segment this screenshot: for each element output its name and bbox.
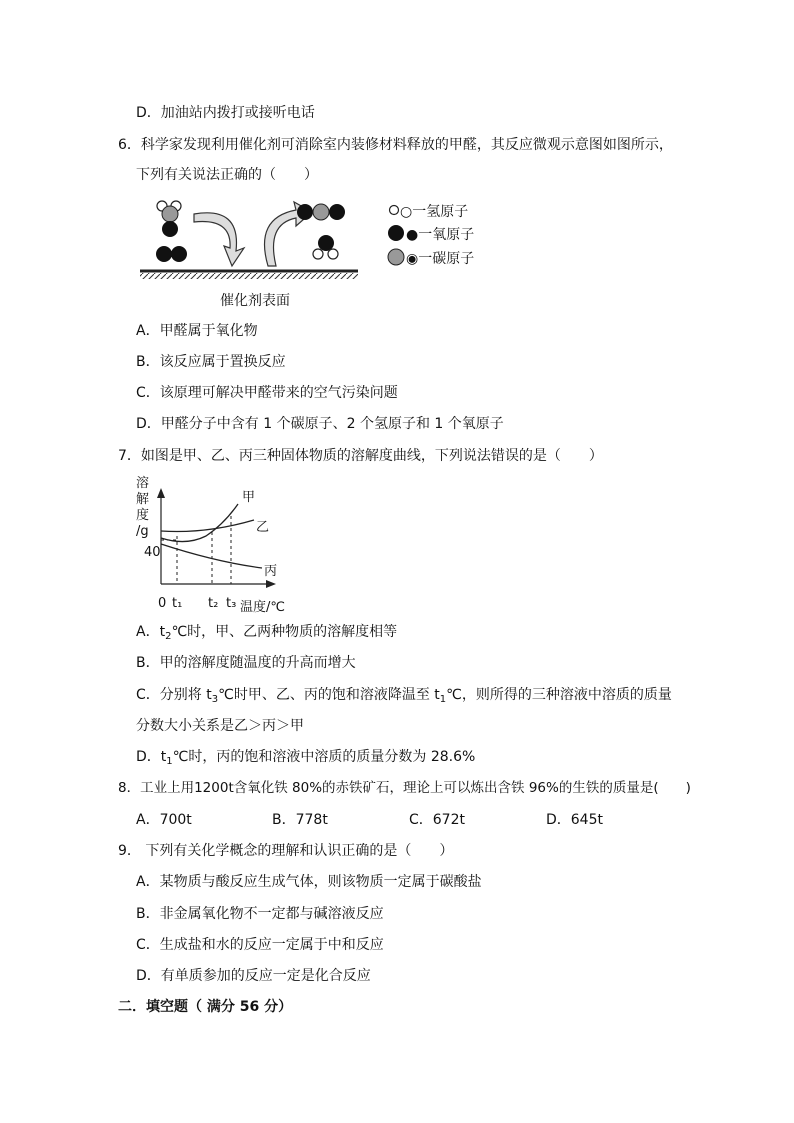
q8-option-c: C．672t <box>409 812 465 828</box>
series-label-bing: 丙 <box>264 564 278 579</box>
x-axis-label: 温度/℃ <box>240 600 285 615</box>
carbon-dioxide-molecule <box>297 204 345 220</box>
q8-option-b: B．778t <box>272 812 328 828</box>
y-axis-arrow <box>157 488 165 498</box>
surface-label: 催化剂表面 <box>220 293 290 309</box>
q6-reaction-figure <box>136 196 476 311</box>
x-tick-t1: t₁ <box>172 596 183 611</box>
q7-option-b: B．甲的溶解度随温度的升高而增大 <box>136 655 356 671</box>
q7-option-c-line2: 分数大小关系是乙＞丙＞甲 <box>136 718 304 734</box>
q9-stem: 9． 下列有关化学概念的理解和认识正确的是（ ） <box>118 843 454 859</box>
y-axis-label: 溶 解 度 /g <box>136 476 150 539</box>
q6-option-d: D．甲醛分子中含有 1 个碳原子、2 个氢原子和 1 个氧原子 <box>136 416 504 432</box>
q7-stem: 7．如图是甲、乙、丙三种固体物质的溶解度曲线，下列说法错误的是（ ） <box>118 448 603 464</box>
legend-carbon: ◉一碳原子 <box>406 251 475 267</box>
q6-option-b: B．该反应属于置换反应 <box>136 354 286 370</box>
q8-stem: 8．工业上用1200t含氧化铁 80%的赤铁矿石，理论上可以炼出含铁 96%的生铁的质量是( ) <box>118 780 691 796</box>
q7-option-c-line1: C．分别将 $t_3℃$时甲、乙、丙的饱和溶液降温至 $t_1℃$，则所得的三种溶液中溶质的质量 <box>136 687 672 705</box>
section-2-title: 二．填空题（ 满分 56 分） <box>118 999 293 1015</box>
water-molecule <box>313 235 338 259</box>
q5-option-d: D．加油站内拨打或接听电话 <box>136 105 315 121</box>
series-label-jia: 甲 <box>242 490 256 505</box>
arrow-down-icon <box>194 213 244 266</box>
q6-option-a: A．甲醛属于氧化物 <box>136 323 258 339</box>
q8-option-d: D．645t <box>546 812 603 828</box>
q6-option-c: C．该原理可解决甲醛带来的空气污染问题 <box>136 385 398 401</box>
q6-stem-line2: 下列有关说法正确的（ ） <box>136 167 318 183</box>
q9-option-a: A．某物质与酸反应生成气体，则该物质一定属于碳酸盐 <box>136 874 482 890</box>
q9-option-d: D．有单质参加的反应一定是化合反应 <box>136 968 371 984</box>
legend-hydrogen: ○一氢原子 <box>400 204 469 220</box>
q9-option-c: C．生成盐和水的反应一定属于中和反应 <box>136 937 384 953</box>
curve-yi <box>161 520 254 532</box>
x-tick-0: 0 <box>158 596 167 611</box>
q8-option-a: A．700t <box>136 812 192 828</box>
solubility-chart <box>136 476 296 616</box>
formaldehyde-molecule <box>157 201 181 237</box>
q6-stem-line1: 6．科学家发现利用催化剂可消除室内装修材料释放的甲醛，其反应微观示意图如图所示， <box>118 137 673 153</box>
x-tick-t2: t₂ <box>208 596 219 611</box>
oxygen-molecule <box>156 246 187 262</box>
x-axis-arrow <box>266 580 276 588</box>
q7-option-d: D．$t_1℃$时，丙的饱和溶液中溶质的质量分数为 28.6% <box>136 749 476 767</box>
q9-option-b: B．非金属氧化物不一定都与碱溶液反应 <box>136 906 384 922</box>
q7-option-a: A．$t_2℃$时，甲、乙两种物质的溶解度相等 <box>136 624 398 642</box>
curve-jia <box>161 504 238 542</box>
y-tick-40: 40 <box>144 545 161 560</box>
series-label-yi: 乙 <box>256 520 270 535</box>
legend-oxygen: ●一氧原子 <box>406 227 475 243</box>
x-tick-t3: t₃ <box>226 596 237 611</box>
